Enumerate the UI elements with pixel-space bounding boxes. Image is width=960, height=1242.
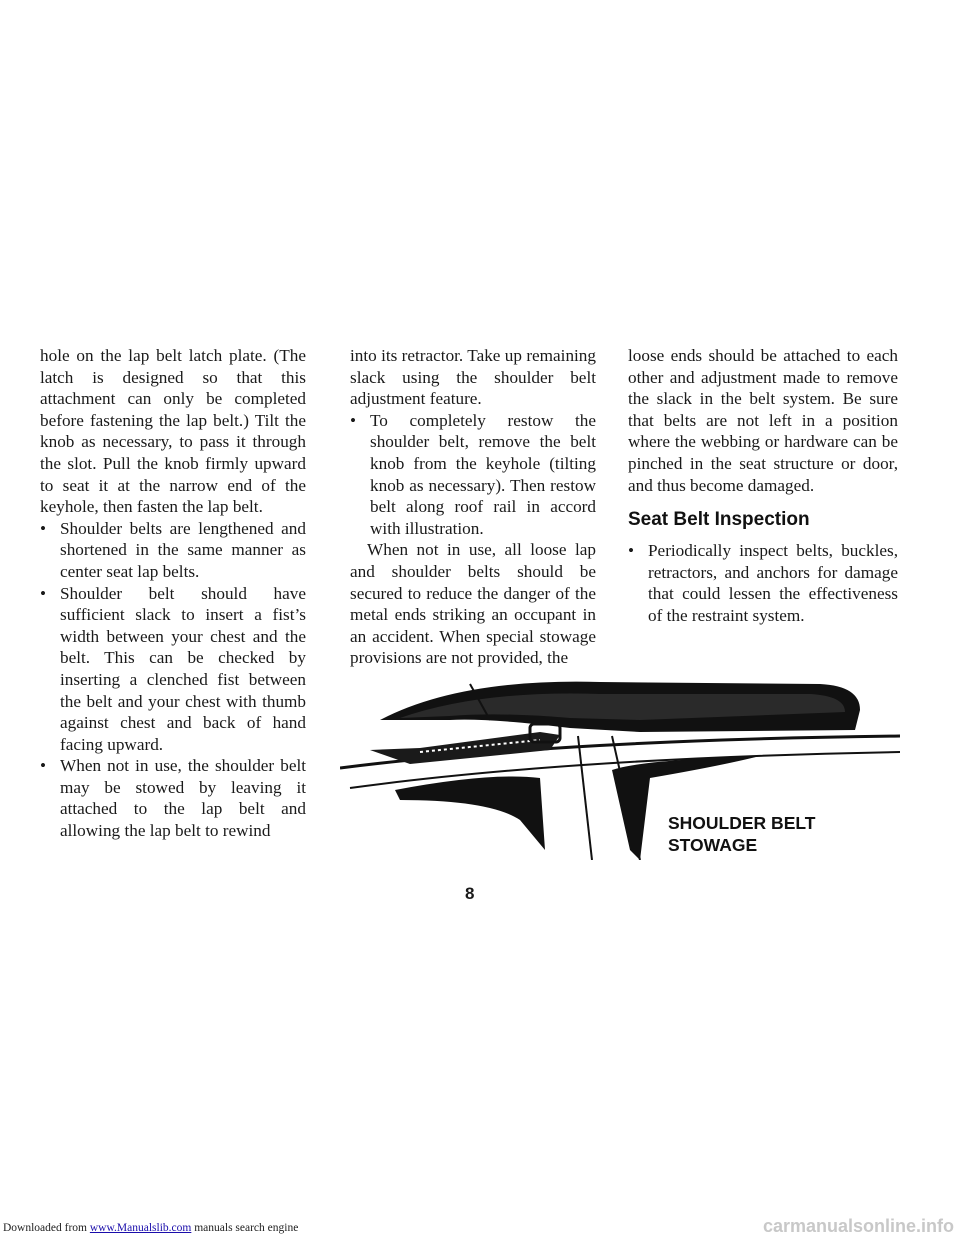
- bullet-icon: •: [628, 541, 635, 561]
- text-column-3: [628, 345, 898, 627]
- bullet-text: To completely restow the shoulder belt, remove the belt knob from the keyhole (tilting knob as necessary). Then restow belt along roof rail in accord with illustration.: [370, 410, 596, 538]
- body-paragraph: into its retractor. Take up remaining slack using the shoulder belt adjustment feature.: [350, 346, 596, 409]
- bullet-text: Shoulder belt should have sufficient slack to insert a fist’s width between your chest and the belt. This can be checked by inserting a clenched fist between the belt and your chest with thumb against chest and back of hand facing upward.: [60, 583, 306, 754]
- bullet-text: When not in use, the shoulder belt may be stowed by leaving it attached to the lap belt and allowing the lap belt to rewind: [60, 756, 306, 841]
- section-heading: Seat Belt Inspection: [628, 509, 810, 531]
- bullet-item: [40, 518, 306, 583]
- body-paragraph: loose ends should be attached to each other and adjustment made to remove the slack in the belt system. Be sure that belts are not left in a position where the webbing or hardware can be pinched in the seat structure or door, and thus become damaged.: [628, 346, 898, 495]
- bullet-icon: •: [40, 583, 47, 603]
- bullet-item: [628, 540, 898, 626]
- bullet-icon: •: [350, 410, 357, 430]
- caption-line: SHOULDER BELT: [668, 813, 816, 833]
- watermark-text: carmanualsonline.info: [762, 1216, 954, 1236]
- bullet-item: [40, 583, 306, 756]
- caption-line: STOWAGE: [668, 835, 758, 855]
- bullet-text: Periodically inspect belts, buckles, retractors, and anchors for damage that could lessen the effectiveness of the restraint system.: [648, 541, 898, 625]
- bullet-icon: •: [40, 756, 47, 776]
- body-paragraph: When not in use, all loose lap and shoulder belts should be secured to reduce the danger of the metal ends striking an occupant in an accident. When special stowage provisions are not provided, the: [350, 540, 596, 668]
- bullet-text: Shoulder belts are lengthened and shortened in the same manner as center seat lap belts.: [60, 518, 306, 581]
- text-column-2: [350, 345, 596, 669]
- bullet-item: [350, 410, 596, 540]
- footer-prefix: Downloaded from: [3, 1222, 90, 1234]
- body-paragraph: hole on the lap belt latch plate. (The latch is designed so that this attachment can only be completed before fastening the lap belt.) Tilt the knob as necessary, to pass it through the slot. Pull the knob firmly upward to seat it at the narrow end of the keyhole, then fasten the lap belt.: [40, 346, 306, 517]
- footer-suffix: manuals search engine: [191, 1222, 299, 1234]
- download-footer: [3, 1222, 298, 1234]
- bullet-icon: •: [40, 518, 47, 538]
- page-number: 8: [465, 884, 475, 903]
- text-column-1: [40, 345, 306, 842]
- manualslib-link[interactable]: www.Manualslib.com: [89, 1222, 192, 1234]
- bullet-item: [40, 755, 306, 841]
- illustration-caption: [668, 812, 868, 856]
